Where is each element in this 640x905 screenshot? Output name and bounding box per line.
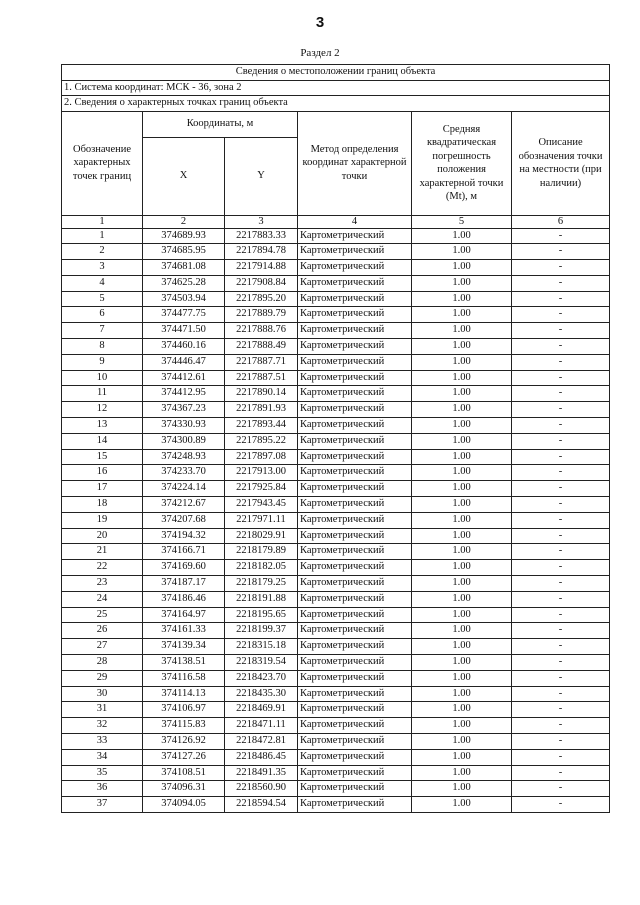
description-cell: - xyxy=(512,481,610,497)
mean-error-cell: 1.00 xyxy=(412,323,512,339)
table-row xyxy=(62,354,610,370)
mean-error-cell: 1.00 xyxy=(412,718,512,734)
mean-error-cell: 1.00 xyxy=(412,512,512,528)
description-cell: - xyxy=(512,512,610,528)
coord-x-cell: 374126.92 xyxy=(143,734,225,750)
mean-error-cell: 1.00 xyxy=(412,433,512,449)
method-cell: Картометрический xyxy=(298,402,412,418)
mean-error-cell: 1.00 xyxy=(412,655,512,671)
coord-y-cell: 2218029.91 xyxy=(225,528,298,544)
coord-y-cell: 2217893.44 xyxy=(225,418,298,434)
coord-x-cell: 374300.89 xyxy=(143,433,225,449)
method-cell: Картометрический xyxy=(298,512,412,528)
description-cell: - xyxy=(512,497,610,513)
method-cell: Картометрический xyxy=(298,354,412,370)
mean-error-cell: 1.00 xyxy=(412,307,512,323)
header-description: Описание обозначения точки на местности (при наличии) xyxy=(512,111,610,215)
coord-y-cell: 2218319.54 xyxy=(225,655,298,671)
method-cell: Картометрический xyxy=(298,655,412,671)
table-row xyxy=(62,718,610,734)
method-cell: Картометрический xyxy=(298,386,412,402)
method-cell: Картометрический xyxy=(298,323,412,339)
coord-y-cell: 2217883.33 xyxy=(225,228,298,244)
mean-error-cell: 1.00 xyxy=(412,449,512,465)
description-cell: - xyxy=(512,465,610,481)
coord-x-cell: 374412.95 xyxy=(143,386,225,402)
mean-error-cell: 1.00 xyxy=(412,797,512,813)
coord-x-cell: 374212.67 xyxy=(143,497,225,513)
mean-error-cell: 1.00 xyxy=(412,765,512,781)
header-designation: Обозначение характерных точек границ xyxy=(62,111,143,215)
method-cell: Картометрический xyxy=(298,560,412,576)
point-number-cell: 30 xyxy=(62,686,143,702)
method-cell: Картометрический xyxy=(298,781,412,797)
coord-y-cell: 2217925.84 xyxy=(225,481,298,497)
coord-y-cell: 2217914.88 xyxy=(225,260,298,276)
coord-y-cell: 2217908.84 xyxy=(225,275,298,291)
method-cell: Картометрический xyxy=(298,765,412,781)
mean-error-cell: 1.00 xyxy=(412,339,512,355)
mean-error-cell: 1.00 xyxy=(412,576,512,592)
point-number-cell: 36 xyxy=(62,781,143,797)
method-cell: Картометрический xyxy=(298,291,412,307)
table-row xyxy=(62,402,610,418)
table-row xyxy=(62,765,610,781)
point-number-cell: 37 xyxy=(62,797,143,813)
coord-x-cell: 374367.23 xyxy=(143,402,225,418)
point-number-cell: 9 xyxy=(62,354,143,370)
point-number-cell: 8 xyxy=(62,339,143,355)
method-cell: Картометрический xyxy=(298,528,412,544)
column-number: 5 xyxy=(412,215,512,228)
coord-y-cell: 2217889.79 xyxy=(225,307,298,323)
table-row xyxy=(62,481,610,497)
coord-y-cell: 2218182.05 xyxy=(225,560,298,576)
mean-error-cell: 1.00 xyxy=(412,607,512,623)
method-cell: Картометрический xyxy=(298,228,412,244)
mean-error-cell: 1.00 xyxy=(412,386,512,402)
coord-x-cell: 374164.97 xyxy=(143,607,225,623)
mean-error-cell: 1.00 xyxy=(412,670,512,686)
mean-error-cell: 1.00 xyxy=(412,370,512,386)
table-row xyxy=(62,607,610,623)
mean-error-cell: 1.00 xyxy=(412,639,512,655)
method-cell: Картометрический xyxy=(298,260,412,276)
point-number-cell: 25 xyxy=(62,607,143,623)
description-cell: - xyxy=(512,307,610,323)
description-cell: - xyxy=(512,686,610,702)
method-cell: Картометрический xyxy=(298,497,412,513)
coord-y-cell: 2218472.81 xyxy=(225,734,298,750)
table-row xyxy=(62,670,610,686)
table-row xyxy=(62,497,610,513)
description-cell: - xyxy=(512,639,610,655)
method-cell: Картометрический xyxy=(298,244,412,260)
method-cell: Картометрический xyxy=(298,433,412,449)
table-row xyxy=(62,781,610,797)
mean-error-cell: 1.00 xyxy=(412,528,512,544)
mean-error-cell: 1.00 xyxy=(412,781,512,797)
description-cell: - xyxy=(512,781,610,797)
method-cell: Картометрический xyxy=(298,418,412,434)
point-number-cell: 1 xyxy=(62,228,143,244)
method-cell: Картометрический xyxy=(298,639,412,655)
description-cell: - xyxy=(512,670,610,686)
coord-x-cell: 374108.51 xyxy=(143,765,225,781)
point-number-cell: 26 xyxy=(62,623,143,639)
point-number-cell: 3 xyxy=(62,260,143,276)
coord-x-cell: 374127.26 xyxy=(143,749,225,765)
coord-x-cell: 374689.93 xyxy=(143,228,225,244)
mean-error-cell: 1.00 xyxy=(412,749,512,765)
coord-y-cell: 2217890.14 xyxy=(225,386,298,402)
coord-y-cell: 2217888.76 xyxy=(225,323,298,339)
table-row xyxy=(62,244,610,260)
description-cell: - xyxy=(512,370,610,386)
coord-y-cell: 2218471.11 xyxy=(225,718,298,734)
column-number: 4 xyxy=(298,215,412,228)
description-cell: - xyxy=(512,655,610,671)
coord-y-cell: 2217888.49 xyxy=(225,339,298,355)
boundary-points-table xyxy=(61,64,610,813)
table-row xyxy=(62,386,610,402)
table-row xyxy=(62,797,610,813)
point-number-cell: 32 xyxy=(62,718,143,734)
description-cell: - xyxy=(512,734,610,750)
method-cell: Картометрический xyxy=(298,339,412,355)
description-cell: - xyxy=(512,718,610,734)
mean-error-cell: 1.00 xyxy=(412,465,512,481)
coord-y-cell: 2217891.93 xyxy=(225,402,298,418)
coord-x-cell: 374114.13 xyxy=(143,686,225,702)
column-number: 3 xyxy=(225,215,298,228)
header-y: Y xyxy=(225,137,298,215)
coord-x-cell: 374116.58 xyxy=(143,670,225,686)
coord-y-cell: 2217887.71 xyxy=(225,354,298,370)
coord-x-cell: 374412.61 xyxy=(143,370,225,386)
table-row xyxy=(62,623,610,639)
coord-x-cell: 374096.31 xyxy=(143,781,225,797)
table-row xyxy=(62,639,610,655)
coord-x-cell: 374139.34 xyxy=(143,639,225,655)
table-row xyxy=(62,591,610,607)
mean-error-cell: 1.00 xyxy=(412,497,512,513)
coord-y-cell: 2218315.18 xyxy=(225,639,298,655)
description-cell: - xyxy=(512,433,610,449)
description-cell: - xyxy=(512,560,610,576)
coord-x-cell: 374115.83 xyxy=(143,718,225,734)
method-cell: Картометрический xyxy=(298,591,412,607)
table-row xyxy=(62,449,610,465)
description-cell: - xyxy=(512,702,610,718)
method-cell: Картометрический xyxy=(298,623,412,639)
coord-x-cell: 374186.46 xyxy=(143,591,225,607)
description-cell: - xyxy=(512,449,610,465)
coord-x-cell: 374471.50 xyxy=(143,323,225,339)
mean-error-cell: 1.00 xyxy=(412,481,512,497)
coord-x-cell: 374207.68 xyxy=(143,512,225,528)
method-cell: Картометрический xyxy=(298,607,412,623)
description-cell: - xyxy=(512,623,610,639)
coord-y-cell: 2217943.45 xyxy=(225,497,298,513)
point-number-cell: 4 xyxy=(62,275,143,291)
description-cell: - xyxy=(512,591,610,607)
method-cell: Картометрический xyxy=(298,275,412,291)
description-cell: - xyxy=(512,528,610,544)
coord-y-cell: 2217887.51 xyxy=(225,370,298,386)
table-row xyxy=(62,655,610,671)
coord-y-cell: 2218560.90 xyxy=(225,781,298,797)
coord-x-cell: 374106.97 xyxy=(143,702,225,718)
point-number-cell: 14 xyxy=(62,433,143,449)
point-number-cell: 31 xyxy=(62,702,143,718)
point-number-cell: 17 xyxy=(62,481,143,497)
coord-x-cell: 374446.47 xyxy=(143,354,225,370)
point-number-cell: 13 xyxy=(62,418,143,434)
description-cell: - xyxy=(512,244,610,260)
table-row xyxy=(62,560,610,576)
mean-error-cell: 1.00 xyxy=(412,228,512,244)
coord-x-cell: 374685.95 xyxy=(143,244,225,260)
mean-error-cell: 1.00 xyxy=(412,260,512,276)
coord-y-cell: 2218191.88 xyxy=(225,591,298,607)
coord-y-cell: 2217897.08 xyxy=(225,449,298,465)
point-number-cell: 16 xyxy=(62,465,143,481)
mean-error-cell: 1.00 xyxy=(412,544,512,560)
description-cell: - xyxy=(512,607,610,623)
table-row xyxy=(62,228,610,244)
table-title: Сведения о местоположении границ объекта xyxy=(62,65,610,81)
table-row xyxy=(62,260,610,276)
description-cell: - xyxy=(512,228,610,244)
coord-y-cell: 2218195.65 xyxy=(225,607,298,623)
coord-y-cell: 2218435.30 xyxy=(225,686,298,702)
point-number-cell: 7 xyxy=(62,323,143,339)
mean-error-cell: 1.00 xyxy=(412,734,512,750)
method-cell: Картометрический xyxy=(298,544,412,560)
coord-x-cell: 374166.71 xyxy=(143,544,225,560)
table-row xyxy=(62,528,610,544)
coord-y-cell: 2217971.11 xyxy=(225,512,298,528)
coord-x-cell: 374233.70 xyxy=(143,465,225,481)
table-row xyxy=(62,307,610,323)
column-number: 1 xyxy=(62,215,143,228)
coord-y-cell: 2218199.37 xyxy=(225,623,298,639)
description-cell: - xyxy=(512,544,610,560)
coord-x-cell: 374460.16 xyxy=(143,339,225,355)
description-cell: - xyxy=(512,576,610,592)
method-cell: Картометрический xyxy=(298,749,412,765)
coord-y-cell: 2218469.91 xyxy=(225,702,298,718)
method-cell: Картометрический xyxy=(298,481,412,497)
table-row xyxy=(62,702,610,718)
point-number-cell: 2 xyxy=(62,244,143,260)
table-row xyxy=(62,291,610,307)
coord-x-cell: 374625.28 xyxy=(143,275,225,291)
mean-error-cell: 1.00 xyxy=(412,402,512,418)
mean-error-cell: 1.00 xyxy=(412,686,512,702)
point-number-cell: 27 xyxy=(62,639,143,655)
method-cell: Картометрический xyxy=(298,702,412,718)
coord-y-cell: 2218491.35 xyxy=(225,765,298,781)
table-row xyxy=(62,544,610,560)
column-number: 2 xyxy=(143,215,225,228)
description-cell: - xyxy=(512,402,610,418)
header-x: X xyxy=(143,137,225,215)
coord-x-cell: 374169.60 xyxy=(143,560,225,576)
table-row xyxy=(62,749,610,765)
coord-x-cell: 374330.93 xyxy=(143,418,225,434)
coord-x-cell: 374161.33 xyxy=(143,623,225,639)
point-number-cell: 15 xyxy=(62,449,143,465)
point-number-cell: 35 xyxy=(62,765,143,781)
description-cell: - xyxy=(512,291,610,307)
description-cell: - xyxy=(512,749,610,765)
table-row xyxy=(62,512,610,528)
coord-x-cell: 374248.93 xyxy=(143,449,225,465)
point-number-cell: 24 xyxy=(62,591,143,607)
table-row xyxy=(62,433,610,449)
coord-y-cell: 2218486.45 xyxy=(225,749,298,765)
point-number-cell: 6 xyxy=(62,307,143,323)
point-number-cell: 11 xyxy=(62,386,143,402)
point-number-cell: 12 xyxy=(62,402,143,418)
mean-error-cell: 1.00 xyxy=(412,244,512,260)
point-number-cell: 20 xyxy=(62,528,143,544)
point-number-cell: 21 xyxy=(62,544,143,560)
table-row xyxy=(62,370,610,386)
method-cell: Картометрический xyxy=(298,307,412,323)
coord-y-cell: 2217895.22 xyxy=(225,433,298,449)
coord-y-cell: 2217894.78 xyxy=(225,244,298,260)
point-number-cell: 22 xyxy=(62,560,143,576)
column-numbers-row xyxy=(62,215,610,228)
coord-y-cell: 2218423.70 xyxy=(225,670,298,686)
coord-x-cell: 374503.94 xyxy=(143,291,225,307)
table-row xyxy=(62,686,610,702)
mean-error-cell: 1.00 xyxy=(412,702,512,718)
coord-y-cell: 2218594.54 xyxy=(225,797,298,813)
method-cell: Картометрический xyxy=(298,686,412,702)
description-cell: - xyxy=(512,354,610,370)
section-title: Раздел 2 xyxy=(300,47,340,59)
point-number-cell: 34 xyxy=(62,749,143,765)
table-row xyxy=(62,734,610,750)
table-row xyxy=(62,275,610,291)
table-row xyxy=(62,576,610,592)
description-cell: - xyxy=(512,339,610,355)
column-number: 6 xyxy=(512,215,610,228)
coord-x-cell: 374477.75 xyxy=(143,307,225,323)
description-cell: - xyxy=(512,386,610,402)
method-cell: Картометрический xyxy=(298,370,412,386)
header-error: Средняя квадратическая погрешность положения характерной точки (Mt), м xyxy=(412,111,512,215)
description-cell: - xyxy=(512,275,610,291)
coord-x-cell: 374094.05 xyxy=(143,797,225,813)
coord-y-cell: 2218179.89 xyxy=(225,544,298,560)
coord-y-cell: 2217913.00 xyxy=(225,465,298,481)
method-cell: Картометрический xyxy=(298,465,412,481)
coord-y-cell: 2218179.25 xyxy=(225,576,298,592)
point-number-cell: 5 xyxy=(62,291,143,307)
mean-error-cell: 1.00 xyxy=(412,354,512,370)
mean-error-cell: 1.00 xyxy=(412,591,512,607)
coord-x-cell: 374194.32 xyxy=(143,528,225,544)
table-row xyxy=(62,465,610,481)
description-cell: - xyxy=(512,260,610,276)
point-number-cell: 23 xyxy=(62,576,143,592)
coord-system: 1. Система координат: МСК - 36, зона 2 xyxy=(62,80,610,96)
header-method: Метод определения координат характерной точки xyxy=(298,111,412,215)
coord-x-cell: 374138.51 xyxy=(143,655,225,671)
point-number-cell: 10 xyxy=(62,370,143,386)
description-cell: - xyxy=(512,797,610,813)
coord-x-cell: 374224.14 xyxy=(143,481,225,497)
point-number-cell: 33 xyxy=(62,734,143,750)
point-number-cell: 29 xyxy=(62,670,143,686)
method-cell: Картометрический xyxy=(298,734,412,750)
description-cell: - xyxy=(512,323,610,339)
header-coordinates: Координаты, м xyxy=(143,111,298,137)
coord-x-cell: 374187.17 xyxy=(143,576,225,592)
method-cell: Картометрический xyxy=(298,449,412,465)
mean-error-cell: 1.00 xyxy=(412,418,512,434)
method-cell: Картометрический xyxy=(298,797,412,813)
page-number: 3 xyxy=(315,14,325,31)
description-cell: - xyxy=(512,765,610,781)
mean-error-cell: 1.00 xyxy=(412,623,512,639)
method-cell: Картометрический xyxy=(298,670,412,686)
table-row xyxy=(62,339,610,355)
mean-error-cell: 1.00 xyxy=(412,291,512,307)
points-title: 2. Сведения о характерных точках границ объекта xyxy=(62,96,610,112)
mean-error-cell: 1.00 xyxy=(412,560,512,576)
mean-error-cell: 1.00 xyxy=(412,275,512,291)
point-number-cell: 19 xyxy=(62,512,143,528)
method-cell: Картометрический xyxy=(298,718,412,734)
method-cell: Картометрический xyxy=(298,576,412,592)
description-cell: - xyxy=(512,418,610,434)
table-row xyxy=(62,418,610,434)
point-number-cell: 28 xyxy=(62,655,143,671)
coord-y-cell: 2217895.20 xyxy=(225,291,298,307)
coord-x-cell: 374681.08 xyxy=(143,260,225,276)
point-number-cell: 18 xyxy=(62,497,143,513)
table-row xyxy=(62,323,610,339)
